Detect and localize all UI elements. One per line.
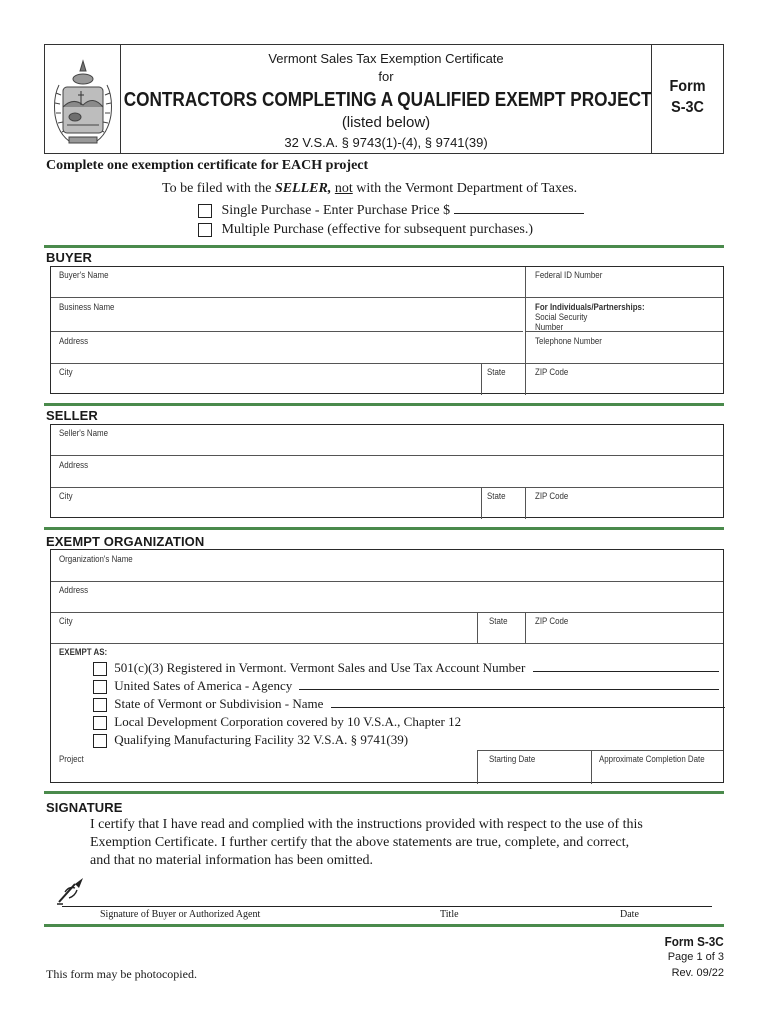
for-text: for [378,69,394,84]
pen-arrow-icon [55,872,89,906]
filing-instruction [162,181,577,197]
seller-title: SELLER [46,408,98,423]
single-purchase-checkbox[interactable] [198,204,212,218]
ssn-label-2: Number [535,322,564,332]
exempt-org-title: EXEMPT ORGANIZATION [46,534,205,549]
seller-address-field[interactable]: Address [59,460,89,470]
account-number-field[interactable] [533,660,719,672]
statute-reference: 32 V.S.A. § 9743(1)-(4), § 9741(39) [284,135,488,150]
seller-zip-field[interactable]: ZIP Code [535,491,569,501]
starting-date-field[interactable]: Starting Date [489,754,536,764]
form-title: CONTRACTORS COMPLETING A QUALIFIED EXEMPT PROJECT [123,89,652,111]
seller-state-field[interactable]: State [487,491,506,501]
option-usa-checkbox[interactable] [93,680,107,694]
signature-title: SIGNATURE [46,800,123,815]
org-state-field[interactable]: State [489,616,508,626]
form-header [44,44,724,154]
exempt-option-vermont[interactable] [93,696,725,712]
exempt-option-manufacturing[interactable] [93,732,408,748]
exempt-org-divider [44,527,724,530]
option-ldc-label: Local Development Corporation covered by 10 V.S.A., Chapter 12 [114,714,462,729]
single-purchase-label: Single Purchase - Enter Purchase Price $ [221,203,451,218]
header-text [121,45,651,153]
buyer-box [50,266,724,394]
title-label: Title [440,909,459,920]
buyer-zip-field[interactable]: ZIP Code [535,367,569,377]
revision-date: Rev. 09/22 [671,967,724,979]
seller-city-field[interactable]: City [59,491,73,501]
option-vermont-label: State of Vermont or Subdivision - Name [114,696,324,711]
org-city-field[interactable]: City [59,616,73,626]
filed-not: not [334,181,353,196]
option-501c3-label: 501(c)(3) Registered in Vermont. Vermont Sales and Use Tax Account Number [114,660,526,675]
certification-line-2: Exemption Certificate. I further certify that the above statements are true, complete, and correct, [90,835,630,850]
signature-label: Signature of Buyer or Authorized Agent [100,909,261,920]
option-usa-label: United Sates of America - Agency [114,678,293,693]
exempt-org-box [50,549,724,783]
project-field[interactable]: Project [59,754,84,764]
form-subtitle: (listed below) [341,114,431,131]
buyer-address-field[interactable]: Address [59,336,89,346]
org-zip-field[interactable]: ZIP Code [535,616,569,626]
certification-line-1: I certify that I have read and complied with the instructions provided with respect to the use of this [90,817,643,832]
exempt-as-label: EXEMPT AS: [59,647,108,657]
telephone-field[interactable]: Telephone Number [535,336,602,346]
ssn-label-1[interactable]: Social Security [535,312,588,322]
multiple-purchase-option[interactable] [198,222,533,238]
instruction-heading: Complete one exemption certificate for EACH project [46,158,369,173]
multiple-purchase-checkbox[interactable] [198,223,212,237]
vermont-seal-icon [45,45,121,153]
individuals-label: For Individuals/Partnerships: [535,302,645,312]
federal-id-field[interactable]: Federal ID Number [535,270,603,280]
signature-line[interactable] [62,906,712,907]
single-purchase-option[interactable] [198,202,584,219]
footer-form-number: Form S-3C [664,934,724,949]
buyer-title: BUYER [46,250,93,265]
agency-field[interactable] [299,678,719,690]
sellers-name-field[interactable]: Seller's Name [59,428,109,438]
form-label: Form [669,78,706,95]
page-number: Page 1 of 3 [667,951,724,963]
option-501c3-checkbox[interactable] [93,662,107,676]
footer-divider [44,924,724,927]
date-label: Date [620,909,639,920]
purchase-price-field[interactable] [454,202,584,214]
buyer-city-field[interactable]: City [59,367,73,377]
exempt-option-usa-agency[interactable] [93,678,719,694]
form-number: S-3C [671,99,704,116]
form-number-box [651,45,723,153]
subdivision-name-field[interactable] [331,696,725,708]
filed-prefix: To be filed with the [162,181,275,196]
exempt-option-501c3[interactable] [93,660,719,676]
org-address-field[interactable]: Address [59,585,89,595]
signature-divider [44,791,724,794]
business-name-field[interactable]: Business Name [59,302,115,312]
buyers-name-field[interactable]: Buyer's Name [59,270,109,280]
seller-divider [44,403,724,406]
filed-suffix: with the Vermont Department of Taxes. [352,181,578,196]
buyer-divider [44,245,724,248]
seller-box [50,424,724,518]
buyer-state-field[interactable]: State [487,367,506,377]
option-manufacturing-checkbox[interactable] [93,734,107,748]
exempt-option-ldc[interactable] [93,714,461,730]
org-name-field[interactable]: Organization's Name [59,554,133,564]
vermont-seal-panel [45,45,121,153]
photocopy-note: This form may be photocopied. [46,967,197,981]
multiple-purchase-label: Multiple Purchase (effective for subsequent purchases.) [221,222,534,237]
filed-seller: SELLER, [274,181,332,196]
certificate-name: Vermont Sales Tax Exemption Certificate [268,51,504,66]
certification-line-3: and that no material information has been omitted. [90,853,374,868]
option-vermont-checkbox[interactable] [93,698,107,712]
option-ldc-checkbox[interactable] [93,716,107,730]
option-manufacturing-label: Qualifying Manufacturing Facility 32 V.S.A. § 9741(39) [114,732,409,747]
completion-date-field[interactable]: Approximate Completion Date [599,754,705,764]
